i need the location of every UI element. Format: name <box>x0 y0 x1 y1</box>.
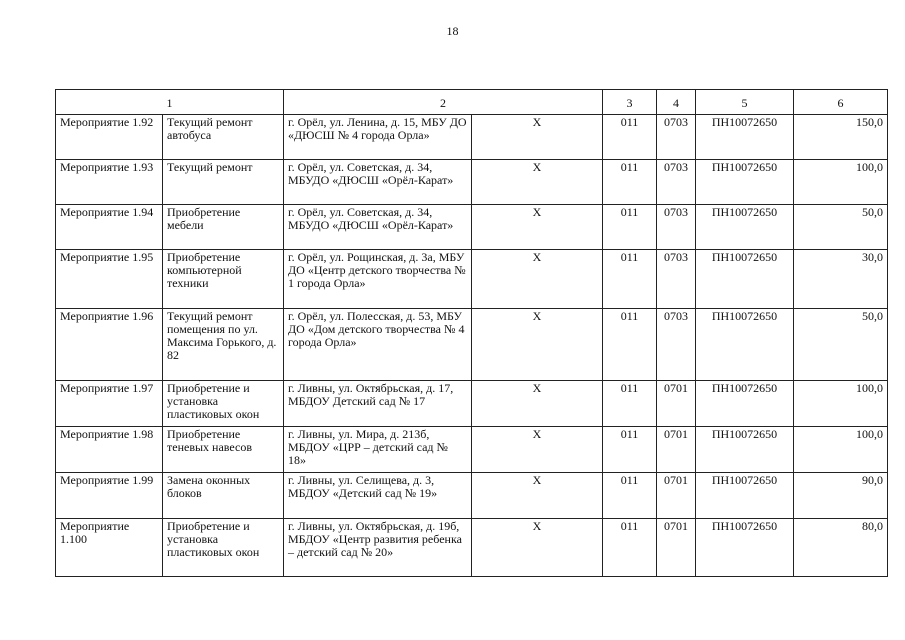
header-cell: 5 <box>696 90 794 115</box>
table-row <box>56 205 888 250</box>
col3-cell: Х <box>472 115 603 160</box>
table-row <box>56 115 888 160</box>
code-cell: ПН10072650 <box>696 160 794 205</box>
col3-cell: Х <box>472 250 603 309</box>
col5-cell: 0701 <box>657 473 696 519</box>
code-cell: ПН10072650 <box>696 250 794 309</box>
code-cell: ПН10072650 <box>696 519 794 577</box>
table-header-row <box>56 90 888 115</box>
page-number: 18 <box>446 24 459 38</box>
event-cell: Мероприятие 1.96 <box>56 309 163 381</box>
table-row <box>56 519 888 577</box>
header-cell: 4 <box>657 90 696 115</box>
col5-cell: 0703 <box>657 309 696 381</box>
amount-cell: 100,0 <box>794 381 888 427</box>
col4-cell: 011 <box>603 309 657 381</box>
header-cell: 2 <box>284 90 603 115</box>
col4-cell: 011 <box>603 381 657 427</box>
address-cell: г. Орёл, ул. Полесская, д. 53, МБУ ДО «Дом детского творчества № 4 города Орла» <box>284 309 472 381</box>
name-cell: Текущий ремонт <box>163 160 284 205</box>
table-row <box>56 250 888 309</box>
table-row <box>56 473 888 519</box>
amount-cell: 100,0 <box>794 160 888 205</box>
amount-cell: 30,0 <box>794 250 888 309</box>
col5-cell: 0701 <box>657 381 696 427</box>
amount-cell: 50,0 <box>794 309 888 381</box>
name-cell: Текущий ремонт помещения по ул. Максима Горького, д. 82 <box>163 309 284 381</box>
amount-cell: 100,0 <box>794 427 888 473</box>
code-cell: ПН10072650 <box>696 115 794 160</box>
code-cell: ПН10072650 <box>696 309 794 381</box>
name-cell: Замена оконных блоков <box>163 473 284 519</box>
budget-table <box>55 89 888 577</box>
event-cell: Мероприятие 1.95 <box>56 250 163 309</box>
col4-cell: 011 <box>603 160 657 205</box>
name-cell: Приобретение и установка пластиковых окон <box>163 519 284 577</box>
event-cell: Мероприятие 1.98 <box>56 427 163 473</box>
amount-cell: 150,0 <box>794 115 888 160</box>
col4-cell: 011 <box>603 115 657 160</box>
name-cell: Приобретение мебели <box>163 205 284 250</box>
table-row <box>56 309 888 381</box>
col3-cell: Х <box>472 519 603 577</box>
amount-cell: 90,0 <box>794 473 888 519</box>
col4-cell: 011 <box>603 427 657 473</box>
col3-cell: Х <box>472 473 603 519</box>
table-row <box>56 381 888 427</box>
event-cell: Мероприятие 1.92 <box>56 115 163 160</box>
address-cell: г. Орёл, ул. Советская, д. 34, МБУДО «ДЮСШ «Орёл-Карат» <box>284 160 472 205</box>
code-cell: ПН10072650 <box>696 473 794 519</box>
address-cell: г. Орёл, ул. Ленина, д. 15, МБУ ДО «ДЮСШ № 4 города Орла» <box>284 115 472 160</box>
col4-cell: 011 <box>603 250 657 309</box>
col4-cell: 011 <box>603 473 657 519</box>
col3-cell: Х <box>472 427 603 473</box>
col3-cell: Х <box>472 381 603 427</box>
amount-cell: 50,0 <box>794 205 888 250</box>
address-cell: г. Ливны, ул. Октябрьская, д. 17, МБДОУ Детский сад № 17 <box>284 381 472 427</box>
address-cell: г. Орёл, ул. Советская, д. 34, МБУДО «ДЮСШ «Орёл-Карат» <box>284 205 472 250</box>
address-cell: г. Ливны, ул. Октябрьская, д. 19б, МБДОУ «Центр развития ребенка – детский сад № 20» <box>284 519 472 577</box>
event-cell: Мероприятие 1.93 <box>56 160 163 205</box>
col5-cell: 0703 <box>657 160 696 205</box>
name-cell: Приобретение компьютерной техники <box>163 250 284 309</box>
col3-cell: Х <box>472 205 603 250</box>
event-cell: Мероприятие 1.94 <box>56 205 163 250</box>
col5-cell: 0701 <box>657 427 696 473</box>
code-cell: ПН10072650 <box>696 427 794 473</box>
address-cell: г. Ливны, ул. Селищева, д. 3, МБДОУ «Детский сад № 19» <box>284 473 472 519</box>
col5-cell: 0703 <box>657 250 696 309</box>
header-cell: 1 <box>56 90 284 115</box>
event-cell: Мероприятие 1.99 <box>56 473 163 519</box>
table-row <box>56 427 888 473</box>
code-cell: ПН10072650 <box>696 205 794 250</box>
address-cell: г. Орёл, ул. Рощинская, д. 3а, МБУ ДО «Центр детского творчества № 1 города Орла» <box>284 250 472 309</box>
col4-cell: 011 <box>603 519 657 577</box>
col5-cell: 0703 <box>657 115 696 160</box>
col3-cell: Х <box>472 160 603 205</box>
amount-cell: 80,0 <box>794 519 888 577</box>
col3-cell: Х <box>472 309 603 381</box>
address-cell: г. Ливны, ул. Мира, д. 213б, МБДОУ «ЦРР – детский сад № 18» <box>284 427 472 473</box>
event-cell: Мероприятие 1.100 <box>56 519 163 577</box>
header-cell: 3 <box>603 90 657 115</box>
col5-cell: 0701 <box>657 519 696 577</box>
table-row <box>56 160 888 205</box>
header-cell: 6 <box>794 90 888 115</box>
event-cell: Мероприятие 1.97 <box>56 381 163 427</box>
col4-cell: 011 <box>603 205 657 250</box>
name-cell: Текущий ремонт автобуса <box>163 115 284 160</box>
name-cell: Приобретение и установка пластиковых окон <box>163 381 284 427</box>
col5-cell: 0703 <box>657 205 696 250</box>
name-cell: Приобретение теневых навесов <box>163 427 284 473</box>
code-cell: ПН10072650 <box>696 381 794 427</box>
